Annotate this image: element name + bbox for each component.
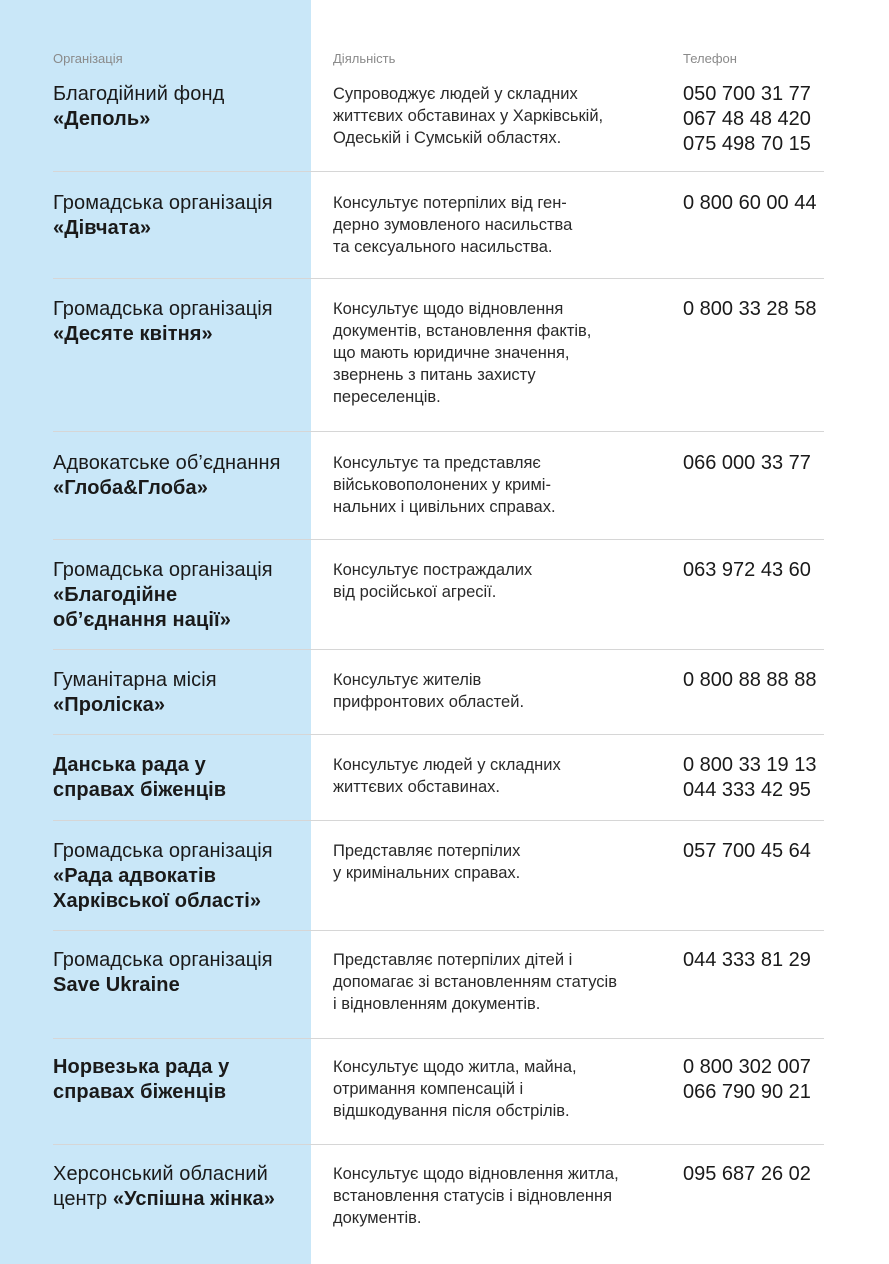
org-name-line: справах біженців [53,779,227,801]
phone-cell [683,948,843,973]
activity-cell [333,192,668,258]
row-divider [53,1144,824,1145]
phone-cell [683,191,843,216]
org-type: Громадська організація [53,192,273,214]
activity-line: переселенців. [333,388,441,406]
activity-line: встановлення статусів і відновлення [333,1187,613,1205]
activity-line: військовополонених у кримі- [333,476,551,494]
organization-cell [53,839,303,914]
phone-number[interactable]: 0 800 302 007 [683,1056,811,1078]
phone-number[interactable]: 066 000 33 77 [683,452,811,474]
phone-number[interactable]: 0 800 33 28 58 [683,298,817,320]
phone-cell [683,297,843,322]
row-divider [53,278,824,279]
phone-number[interactable]: 095 687 26 02 [683,1163,811,1185]
phone-number[interactable]: 067 48 48 420 [683,108,811,130]
row-divider [53,1038,824,1039]
org-name: «Дівчата» [53,217,152,239]
activity-line: документів, встановлення фактів, [333,322,592,340]
org-name-line: Данська рада у [53,754,206,776]
activity-line: Консультує щодо відновлення [333,300,564,318]
activity-line: і відновленням документів. [333,995,541,1013]
org-name: «Деполь» [53,108,151,130]
activity-line: отримання компенсацій і [333,1080,524,1098]
org-name-line: справах біженців [53,1081,227,1103]
activity-line: Консультує та представляє [333,454,541,472]
org-name: «Глоба&Глоба» [53,477,208,499]
org-name: Save Ukraine [53,974,180,996]
phone-cell [683,1055,843,1105]
org-type: Громадська організація [53,559,273,581]
activity-cell [333,754,668,798]
header-activity: Діяльність [333,51,396,66]
activity-line: життєвих обставинах. [333,778,500,796]
org-type: Благодійний фонд [53,83,225,105]
phone-cell [683,1162,843,1187]
activity-cell [333,949,668,1015]
activity-line: прифронтових областей. [333,693,525,711]
activity-cell [333,83,668,149]
activity-line: дерно зумовленого насильства [333,216,573,234]
activity-cell [333,669,668,713]
activity-line: Консультує потерпілих від ген- [333,194,567,212]
phone-cell [683,451,843,476]
activity-line: допомагає зі встановленням статусів [333,973,617,991]
activity-line: Консультує людей у складних [333,756,561,774]
activity-cell [333,1163,668,1229]
header-organization: Організація [53,51,123,66]
org-name: «Успішна жінка» [112,1188,275,1210]
activity-line: Представляє потерпілих [333,842,521,860]
org-type: Громадська організація [53,949,273,971]
organization-cell [53,558,303,633]
org-type: Херсонський обласний [53,1163,268,1185]
activity-line: звернень з питань захисту [333,366,536,384]
row-divider [53,930,824,931]
phone-number[interactable]: 0 800 33 19 13 [683,754,817,776]
organization-cell [53,1162,303,1212]
activity-line: від російської агресії. [333,583,497,601]
org-type: Гуманітарна місія [53,669,217,691]
activity-line: Консультує жителів [333,671,482,689]
phone-number[interactable]: 044 333 42 95 [683,779,811,801]
activity-line: та сексуального насильства. [333,238,553,256]
activity-cell [333,452,668,518]
activity-line: нальних і цивільних справах. [333,498,556,516]
org-name: «Десяте квітня» [53,323,213,345]
organization-cell [53,948,303,998]
organization-cell [53,1055,303,1105]
phone-cell [683,668,843,693]
header-phone: Телефон [683,51,737,66]
row-divider [53,539,824,540]
activity-line: у кримінальних справах. [333,864,521,882]
activity-line: Консультує щодо відновлення житла, [333,1165,619,1183]
phone-cell [683,753,843,803]
org-name-line: Харківської області» [53,890,262,912]
phone-cell [683,82,843,157]
activity-line: Консультує постраждалих [333,561,533,579]
activity-line: відшкодування після обстрілів. [333,1102,570,1120]
activity-cell [333,1056,668,1122]
table-header [0,51,889,69]
activity-line: Консультує щодо житла, майна, [333,1058,577,1076]
organization-cell [53,668,303,718]
org-name-line: Норвезька рада у [53,1056,230,1078]
org-type-line2: центр [53,1188,108,1210]
phone-number[interactable]: 0 800 60 00 44 [683,192,817,214]
activity-line: Супроводжує людей у складних [333,85,578,103]
organization-cell [53,82,303,132]
organization-cell [53,191,303,241]
row-divider [53,649,824,650]
row-divider [53,734,824,735]
activity-line: документів. [333,1209,422,1227]
phone-number[interactable]: 044 333 81 29 [683,949,811,971]
activity-line: що мають юридичне значення, [333,344,570,362]
org-type: Громадська організація [53,298,273,320]
activity-line: життєвих обставинах у Харківській, [333,107,604,125]
phone-number[interactable]: 075 498 70 15 [683,133,811,155]
row-divider [53,431,824,432]
org-name: «Проліска» [53,694,166,716]
organization-cell [53,451,303,501]
activity-cell [333,559,668,603]
org-type: Громадська організація [53,840,273,862]
phone-number[interactable]: 050 700 31 77 [683,83,811,105]
phone-cell [683,558,843,583]
activity-line: Представляє потерпілих дітей і [333,951,573,969]
organization-cell [53,297,303,347]
phone-number[interactable]: 066 790 90 21 [683,1081,811,1103]
activity-cell [333,298,668,408]
activity-cell [333,840,668,884]
organization-cell [53,753,303,803]
activity-line: Одеській і Сумській областях. [333,129,562,147]
phone-number[interactable]: 057 700 45 64 [683,840,811,862]
org-name-line: «Рада адвокатів [53,865,217,887]
org-name-line: «Благодійне [53,584,178,606]
phone-number[interactable]: 063 972 43 60 [683,559,811,581]
org-type: Адвокатське об’єднання [53,452,281,474]
phone-cell [683,839,843,864]
org-name-line: об’єднання нації» [53,609,231,631]
phone-number[interactable]: 0 800 88 88 88 [683,669,817,691]
row-divider [53,171,824,172]
row-divider [53,820,824,821]
